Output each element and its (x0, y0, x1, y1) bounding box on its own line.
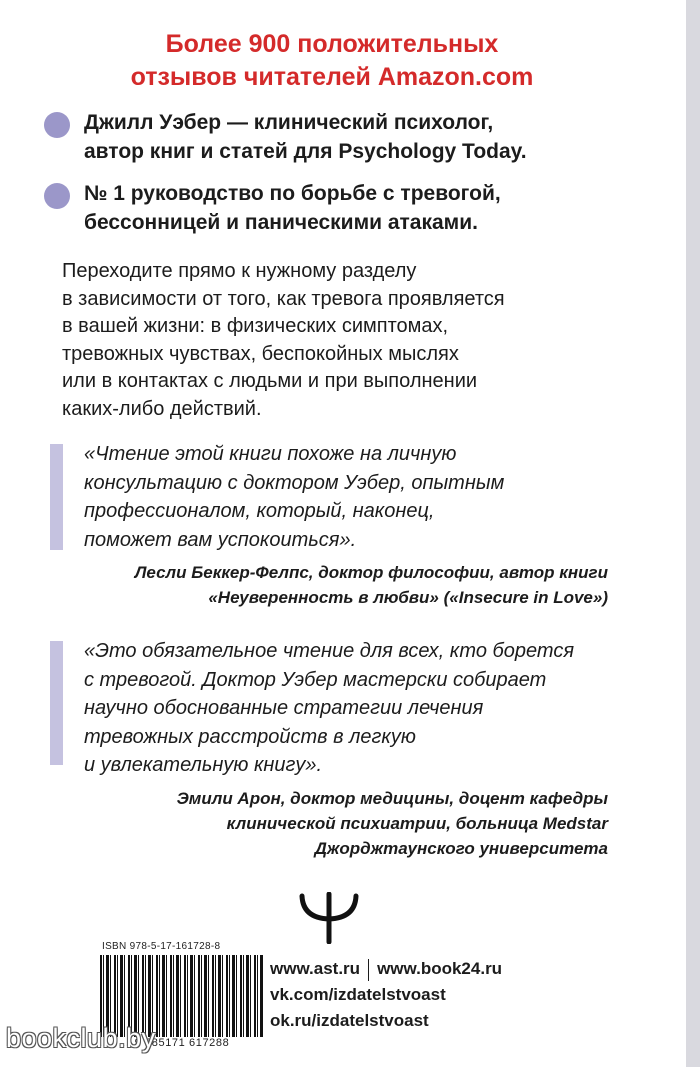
quote-line: «Чтение этой книги похоже на личную (84, 443, 457, 465)
quote-attribution (50, 560, 640, 610)
quote-attribution (50, 786, 640, 861)
bullet-dot-icon (44, 112, 70, 138)
publisher-links (270, 956, 502, 1034)
review-quote (50, 637, 640, 861)
attribution-line: Лесли Беккер-Фелпс, доктор философии, автор книги (134, 563, 608, 582)
quote-bar (50, 444, 63, 550)
bullet-text (84, 108, 658, 166)
bullet-dot-icon (44, 183, 70, 209)
intro-line: каких-либо действий. (62, 397, 262, 420)
barcode-digits: 9 785171 617288 (100, 1037, 264, 1049)
quote-bar (50, 641, 63, 765)
intro-line: в вашей жизни: в физических симптомах, (62, 315, 449, 337)
headline (0, 28, 664, 94)
link-ast[interactable]: www.ast.ru (270, 959, 361, 978)
page-edge (686, 0, 700, 1067)
psi-logo-icon (298, 892, 360, 944)
bullet-item (38, 179, 658, 237)
quote-line: «Это обязательное чтение для всех, кто борется (84, 640, 575, 662)
bullet-text (84, 179, 658, 237)
intro-line: Переходите прямо к нужному разделу (62, 260, 417, 282)
intro-line: тревожных чувствах, беспокойных мыслях (62, 342, 459, 365)
watermark: bookclub.by (6, 1023, 156, 1053)
links-row (270, 956, 502, 982)
link-ok[interactable]: ok.ru/izdatelstvoast (270, 1011, 429, 1030)
bullet-line: Джилл Уэбер — клинический психолог, (84, 111, 494, 134)
link-book24[interactable]: www.book24.ru (377, 959, 503, 978)
attribution-line: «Неуверенность в любви» («Insecure in Love») (208, 588, 608, 607)
bullet-line: автор книг и статей для Psychology Today. (84, 140, 527, 163)
quote-line: профессионалом, который, наконец, (84, 500, 435, 522)
isbn-label: ISBN 978-5-17-161728-8 (102, 941, 221, 952)
review-quote (50, 440, 640, 610)
headline-line: Более 900 положительных (165, 30, 499, 58)
quote-line: и увлекательную книгу». (84, 754, 323, 776)
headline-line: отзывов читателей Amazon.com (130, 63, 534, 91)
quote-line: научно обоснованные стратегии лечения (84, 697, 484, 719)
attribution-line: Эмили Арон, доктор медицины, доцент кафедры (176, 788, 608, 808)
bullet-line: № 1 руководство по борьбе с тревогой, (84, 182, 501, 205)
quote-line: поможет вам успокоиться». (84, 528, 357, 551)
intro-line: в зависимости от того, как тревога проявляется (62, 287, 505, 310)
intro-line: или в контактах с людьми и при выполнении (62, 370, 478, 392)
quote-line: с тревогой. Доктор Уэбер мастерски собирает (84, 668, 547, 691)
quote-text (84, 440, 640, 554)
attribution-line: Джорджтаунского университета (314, 838, 608, 858)
quote-line: тревожных расстройств в легкую (84, 725, 416, 748)
bullet-list (38, 108, 658, 250)
quote-text (84, 637, 640, 780)
link-divider (368, 959, 369, 981)
quote-line: консультацию с доктором Уэбер, опытным (84, 471, 505, 494)
intro-paragraph (62, 258, 622, 423)
link-vk[interactable]: vk.com/izdatelstvoast (270, 985, 446, 1004)
bullet-line: бессонницей и паническими атаками. (84, 211, 478, 234)
attribution-line: клинической психиатрии, больница Medstar (226, 813, 608, 833)
bullet-item (38, 108, 658, 166)
